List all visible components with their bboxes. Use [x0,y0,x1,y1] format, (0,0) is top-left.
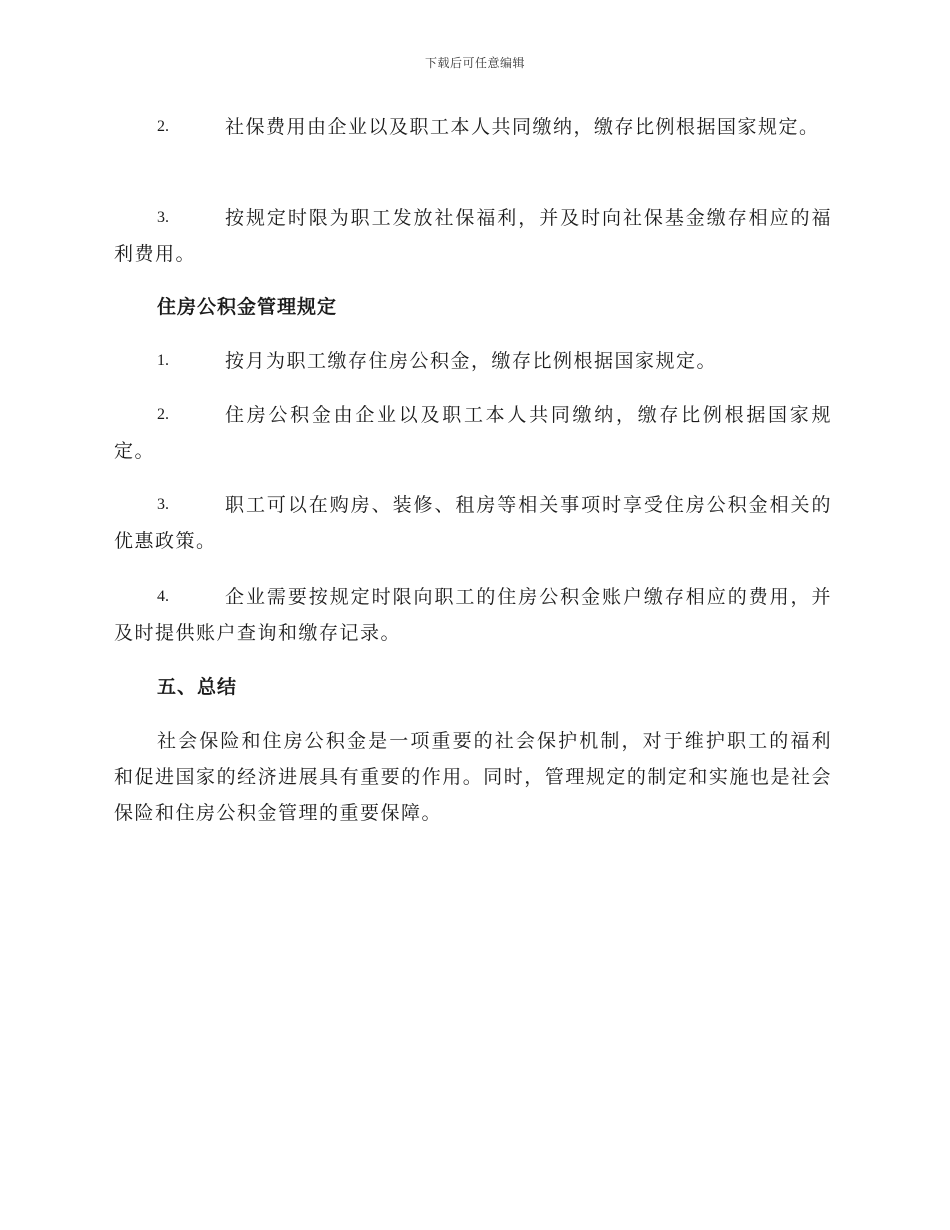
section-heading-summary: 五、总结 [157,676,238,698]
list-item-number: 2. [157,118,169,135]
list-item-number: 4. [157,588,169,605]
list-item [114,579,832,651]
list-item-number: 1. [157,352,169,369]
list-item-text: 社保费用由企业以及职工本人共同缴纳，缴存比例根据国家规定。 [225,116,820,138]
list-item [114,200,832,272]
list-item-number: 3. [157,209,169,226]
summary-paragraph: 社会保险和住房公积金是一项重要的社会保护机制，对于维护职工的福利和促进国家的经济进展具有重要的作用。同时，管理规定的制定和实施也是社会保险和住房公积金管理的重要保障。 [114,730,832,824]
list-item [114,397,832,469]
list-item-text: 企业需要按规定时限向职工的住房公积金账户缴存相应的费用，并及时提供账户查询和缴存记录。 [114,586,832,644]
section-heading-housing-fund: 住房公积金管理规定 [157,296,338,318]
list-item [114,343,832,379]
page-header: 下载后可任意编辑 [424,56,525,70]
list-item [114,487,832,559]
list-item-text: 按规定时限为职工发放社保福利，并及时向社保基金缴存相应的福利费用。 [114,207,832,265]
list-item-text: 职工可以在购房、装修、租房等相关事项时享受住房公积金相关的优惠政策。 [114,494,832,552]
list-item-text: 住房公积金由企业以及职工本人共同缴纳，缴存比例根据国家规定。 [114,404,832,462]
list-item-number: 2. [157,406,169,423]
list-item-text: 按月为职工缴存住房公积金，缴存比例根据国家规定。 [225,350,718,372]
list-item [114,109,832,145]
list-item-number: 3. [157,496,169,513]
